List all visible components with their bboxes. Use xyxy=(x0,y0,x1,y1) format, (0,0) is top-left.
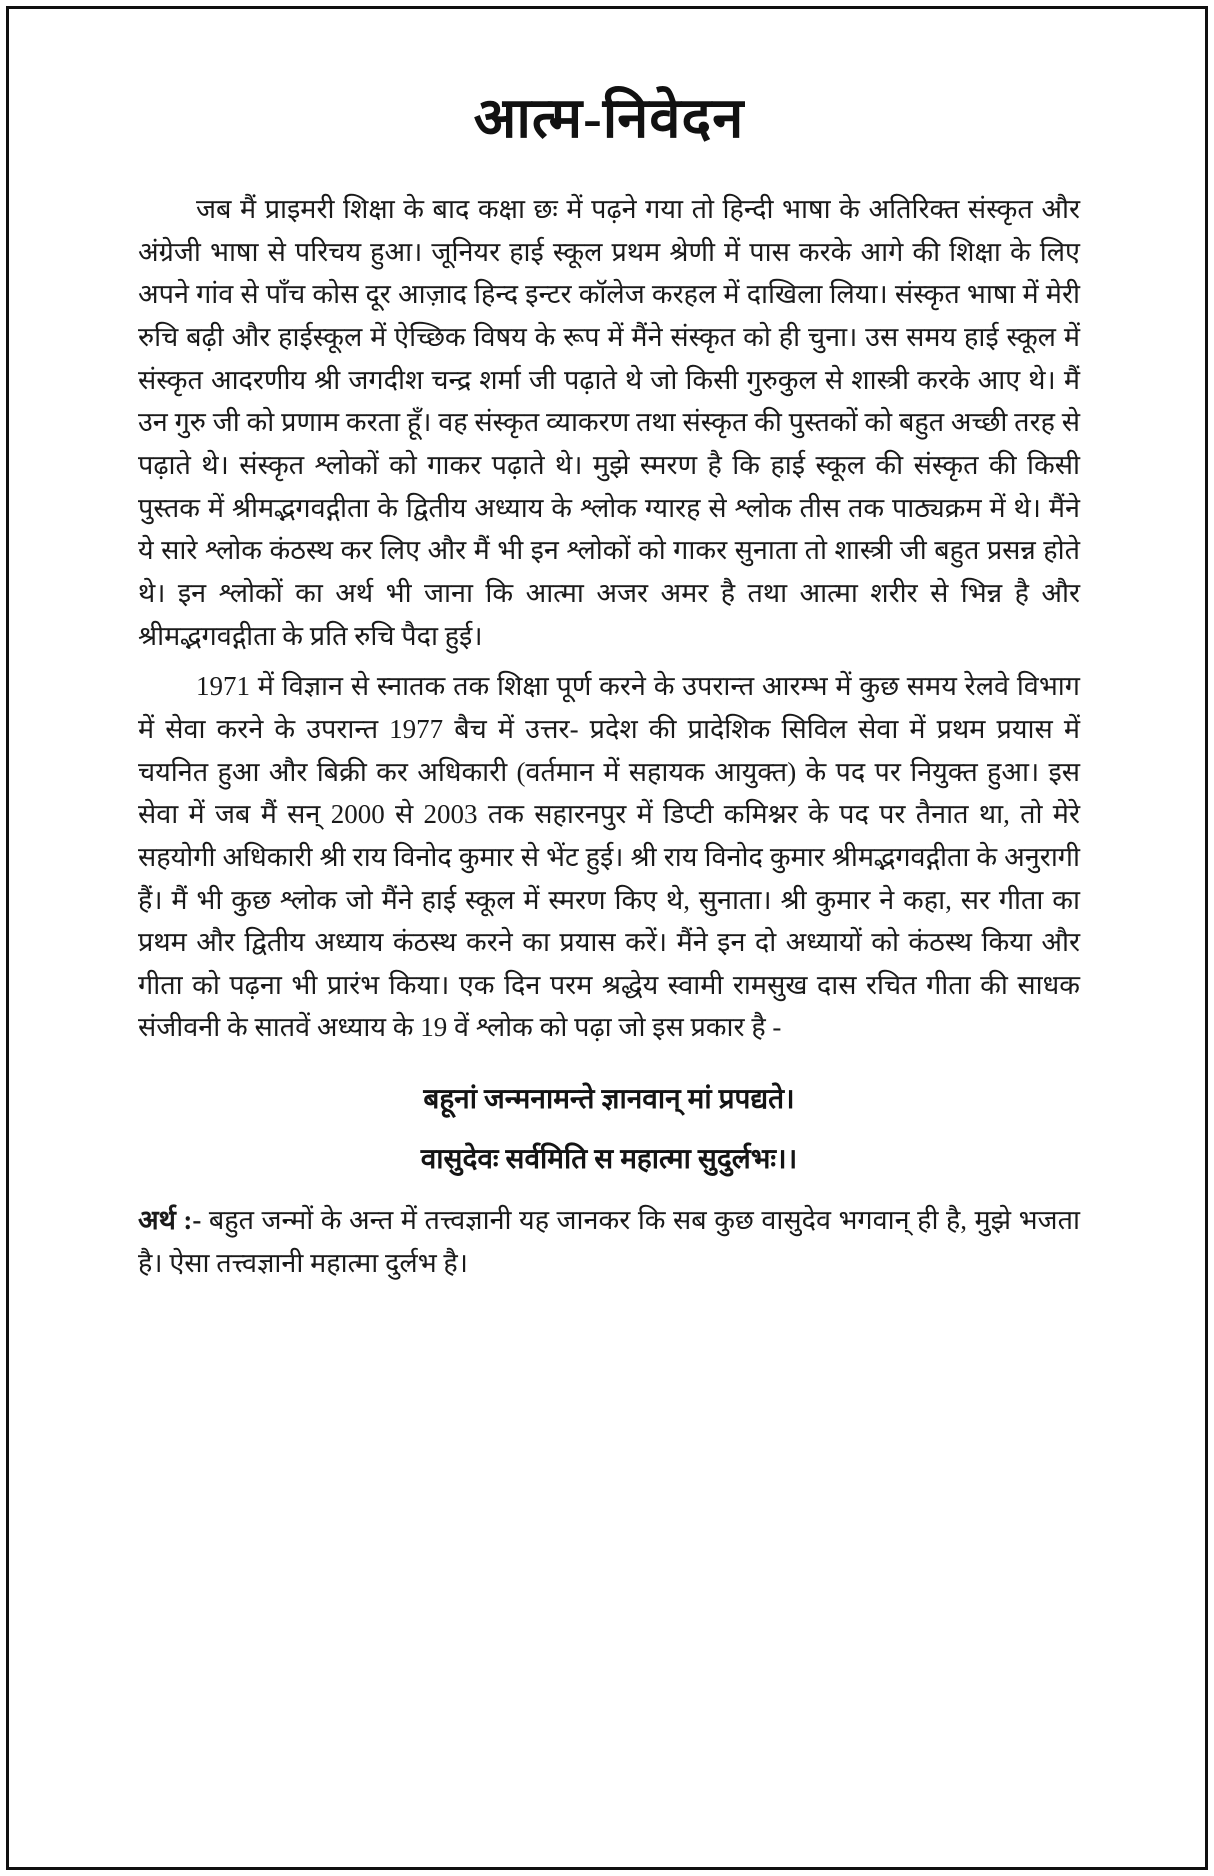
meaning-paragraph xyxy=(138,1199,1080,1284)
verse-line-1: बहूनां जन्मनामन्ते ज्ञानवान् मां प्रपद्यते। xyxy=(423,1084,795,1116)
paragraph-1: जब मैं प्राइमरी शिक्षा के बाद कक्षा छः में पढ़ने गया तो हिन्दी भाषा के अतिरिक्त संस्कृत और अंग्रेजी भाषा से परिचय हुआ। जूनियर हाई स्कूल प्रथम श्रेणी में पास करके आगे की शिक्षा के लिए अपने गांव से पाँच कोस दूर आज़ाद हिन्द इन्टर कॉलेज करहल में दाखिला लिया। संस्कृत भाषा में मेरी रुचि बढ़ी और हाईस्कूल में ऐच्छिक विषय के रूप में मैंने संस्कृत को ही चुना। उस समय हाई स्कूल में संस्कृत आदरणीय श्री जगदीश चन्द्र शर्मा जी पढ़ाते थे जो किसी गुरुकुल से शास्त्री करके आए थे। मैं उन गुरु जी को प्रणाम करता हूँ। वह संस्कृत व्याकरण तथा संस्कृत की पुस्तकों को बहुत अच्छी तरह से पढ़ाते थे। संस्कृत श्लोकों को गाकर पढ़ाते थे। मुझे स्मरण है कि हाई स्कूल की संस्कृत की किसी पुस्तक में श्रीमद्भगवद्गीता के द्वितीय अध्याय के श्लोक ग्यारह से श्लोक तीस तक पाठ्यक्रम में थे। मैंने ये सारे श्लोक कंठस्थ कर लिए और मैं भी इन श्लोकों को गाकर सुनाता तो शास्त्री जी बहुत प्रसन्न होते थे। इन श्लोकों का अर्थ भी जाना कि आत्मा अजर अमर है तथा आत्मा शरीर से भिन्न है और श्रीमद्भगवद्गीता के प्रति रुचि पैदा हुई। xyxy=(138,194,1080,651)
verse-block xyxy=(138,1079,1080,1177)
verse-line-2: वासुदेवः सर्वमिति स महात्मा सुदुर्लभः।। xyxy=(420,1144,798,1176)
paragraph-2: 1971 में विज्ञान से स्नातक तक शिक्षा पूर्ण करने के उपरान्त आरम्भ में कुछ समय रेलवे विभाग में सेवा करने के उपरान्त 1977 बैच में उत्तर- प्रदेश की प्रादेशिक सिविल सेवा में प्रथम प्रयास में चयनित हुआ और बिक्री कर अधिकारी (वर्तमान में सहायक आयुक्त) के पद पर नियुक्त हुआ। इस सेवा में जब मैं सन् 2000 से 2003 तक सहारनपुर में डिप्टी कमिश्नर के पद पर तैनात था, तो मेरे सहयोगी अधिकारी श्री राय विनोद कुमार से भेंट हुई। श्री राय विनोद कुमार श्रीमद्भगवद्गीता के अनुरागी हैं। मैं भी कुछ श्लोक जो मैंने हाई स्कूल में स्मरण किए थे, सुनाता। श्री कुमार ने कहा, सर गीता का प्रथम और द्वितीय अध्याय कंठस्थ करने का प्रयास करें। मैंने इन दो अध्यायों को कंठस्थ किया और गीता को पढ़ना भी प्रारंभ किया। एक दिन परम श्रद्धेय स्वामी रामसुख दास रचित गीता की साधक संजीवनी के सातवें अध्याय के 19 वें श्लोक को पढ़ा जो इस प्रकार है - xyxy=(138,671,1080,1043)
meaning-label: अर्थ :- xyxy=(138,1205,202,1236)
page-title: आत्म-निवेदन xyxy=(473,88,745,150)
meaning-text: बहुत जन्मों के अन्त में तत्त्वज्ञानी यह जानकर कि सब कुछ वासुदेव भगवान् ही है, मुझे भजता है। ऐसा तत्त्वज्ञानी महात्मा दुर्लभ है। xyxy=(138,1205,1080,1278)
